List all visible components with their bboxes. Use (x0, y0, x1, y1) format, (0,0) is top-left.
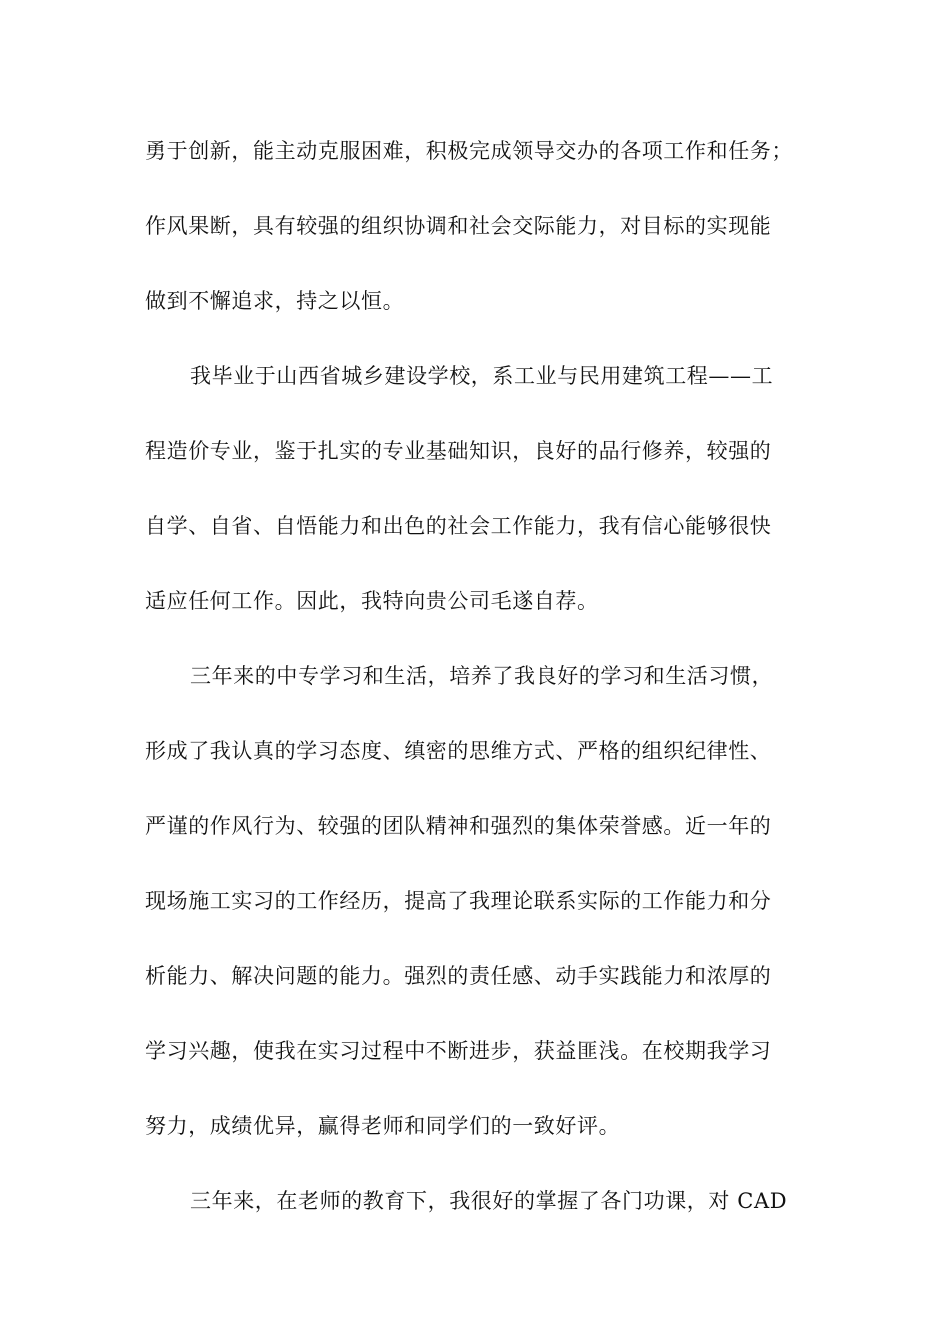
text-line-13: 学习兴趣，使我在实习过程中不断进步，获益匪浅。在校期我学习 (145, 1039, 772, 1063)
text-line-14: 努力，成绩优异，赢得老师和同学们的一致好评。 (145, 1114, 621, 1138)
text-line-12: 析能力、解决问题的能力。强烈的责任感、动手实践能力和浓厚的 (145, 964, 772, 988)
text-line-10: 严谨的作风行为、较强的团队精神和强烈的集体荣誉感。近一年的 (145, 814, 772, 838)
paragraph-3-line-1: 三年来的中专学习和生活，培养了我良好的学习和生活习惯， (190, 664, 774, 688)
text-line-6: 自学、自省、自悟能力和出色的社会工作能力，我有信心能够很快 (145, 514, 772, 538)
paragraph-2-line-1: 我毕业于山西省城乡建设学校，系工业与民用建筑工程——工 (190, 364, 774, 388)
text-line-3: 做到不懈追求，持之以恒。 (145, 289, 405, 313)
text-line-11: 现场施工实习的工作经历，提高了我理论联系实际的工作能力和分 (145, 889, 772, 913)
paragraph-4-line-1: 三年来，在老师的教育下，我很好的掌握了各门功课，对 CAD (190, 1189, 788, 1213)
text-line-2: 作风果断，具有较强的组织协调和社会交际能力，对目标的实现能 (145, 214, 772, 238)
text-line-1: 勇于创新，能主动克服困难，积极完成领导交办的各项工作和任务； (145, 139, 793, 163)
text-line-9: 形成了我认真的学习态度、缜密的思维方式、严格的组织纪律性、 (145, 739, 772, 763)
text-line-7: 适应任何工作。因此，我特向贵公司毛遂自荐。 (145, 589, 599, 613)
text-line-5: 程造价专业，鉴于扎实的专业基础知识，良好的品行修养，较强的 (145, 439, 772, 463)
